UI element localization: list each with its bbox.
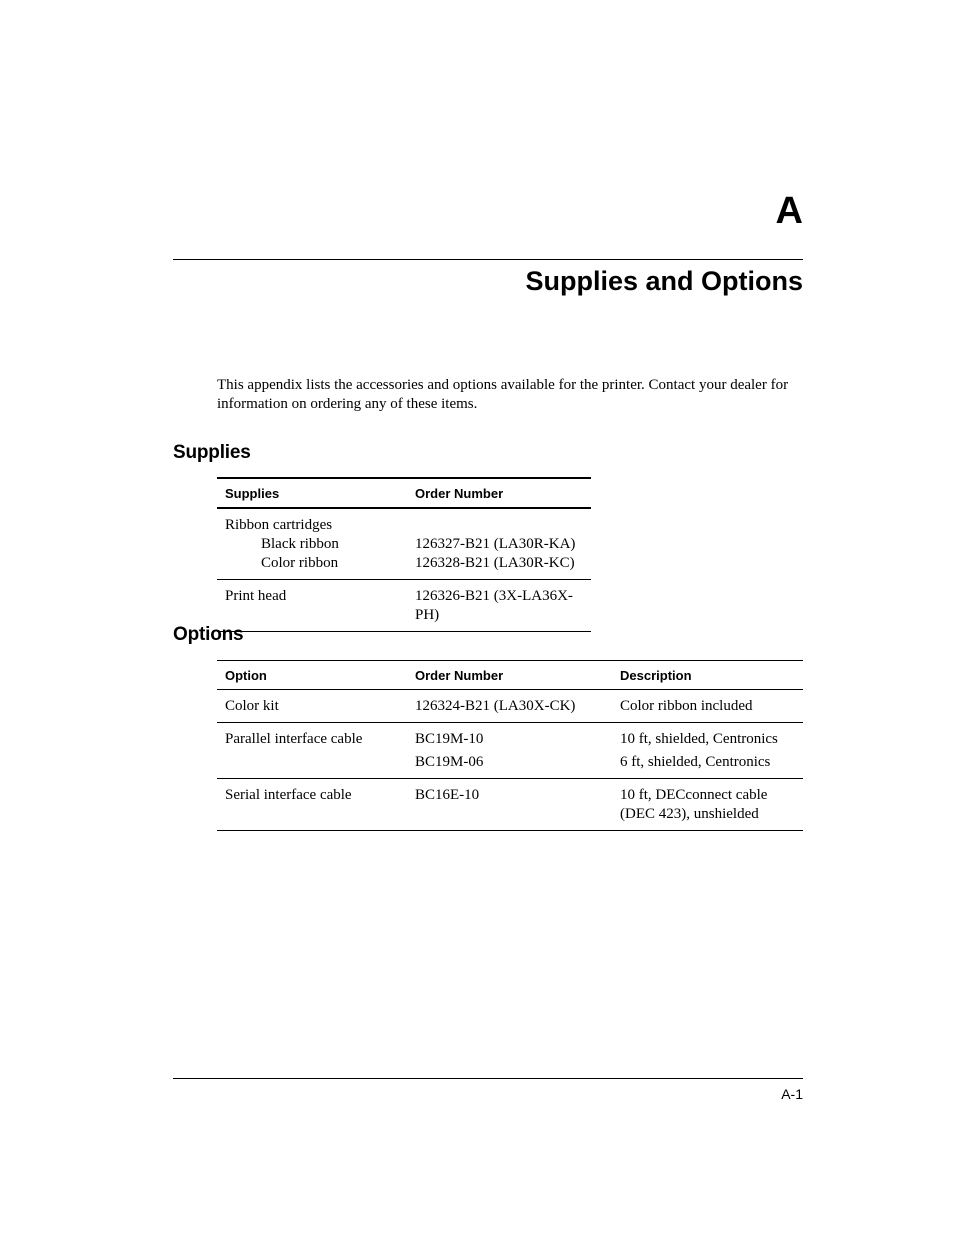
supply-item-name: Ribbon cartridges	[225, 517, 333, 533]
supply-item-name: Print head	[217, 580, 407, 632]
table-row	[217, 723, 803, 779]
supplies-heading: Supplies	[173, 442, 251, 463]
table-row	[217, 779, 803, 831]
order-number-cell	[407, 723, 612, 779]
order-number: 126328-B21 (LA30R-KC)	[415, 555, 575, 571]
option-description: (DEC 423), unshielded	[620, 806, 759, 822]
options-table	[217, 660, 803, 831]
supply-subitem-name: Black ribbon	[261, 536, 339, 552]
supply-order-number	[407, 508, 591, 580]
order-number: BC19M-10	[415, 731, 484, 747]
header-rule	[173, 259, 803, 260]
column-header: Option	[217, 661, 407, 690]
table-row	[217, 508, 591, 580]
chapter-title: Supplies and Options	[525, 266, 803, 296]
option-name: Serial interface cable	[217, 779, 407, 831]
page-number: A-1	[781, 1086, 803, 1102]
column-header: Order Number	[407, 478, 591, 508]
option-name: Parallel interface cable	[217, 723, 407, 779]
footer-rule	[173, 1078, 803, 1079]
supply-subitem-name: Color ribbon	[261, 555, 339, 571]
option-description: 6 ft, shielded, Centronics	[620, 754, 771, 770]
order-number: 126326-B21 (3X-LA36X-PH)	[407, 580, 591, 632]
description-cell	[612, 723, 803, 779]
intro-paragraph: This appendix lists the accessories and options available for the printer. Contact your dealer for information on ordering any of these items.	[217, 377, 789, 412]
option-description: 10 ft, DECconnect cable	[620, 787, 768, 803]
table-header-row	[217, 661, 803, 690]
option-name: Color kit	[217, 690, 407, 723]
description-cell	[612, 779, 803, 831]
order-number: BC19M-06	[415, 754, 484, 770]
supply-item	[217, 508, 407, 580]
column-header: Description	[612, 661, 803, 690]
order-number: 126327-B21 (LA30R-KA)	[415, 536, 576, 552]
option-description: 10 ft, shielded, Centronics	[620, 731, 778, 747]
table-row	[217, 580, 591, 632]
order-number: BC16E-10	[407, 779, 612, 831]
supplies-table	[217, 477, 591, 632]
options-heading: Options	[173, 624, 244, 645]
option-description: Color ribbon included	[612, 690, 803, 723]
table-row	[217, 690, 803, 723]
column-header: Supplies	[217, 478, 407, 508]
table-header-row	[217, 478, 591, 508]
chapter-letter: A	[775, 190, 803, 232]
order-number: 126324-B21 (LA30X-CK)	[407, 690, 612, 723]
column-header: Order Number	[407, 661, 612, 690]
